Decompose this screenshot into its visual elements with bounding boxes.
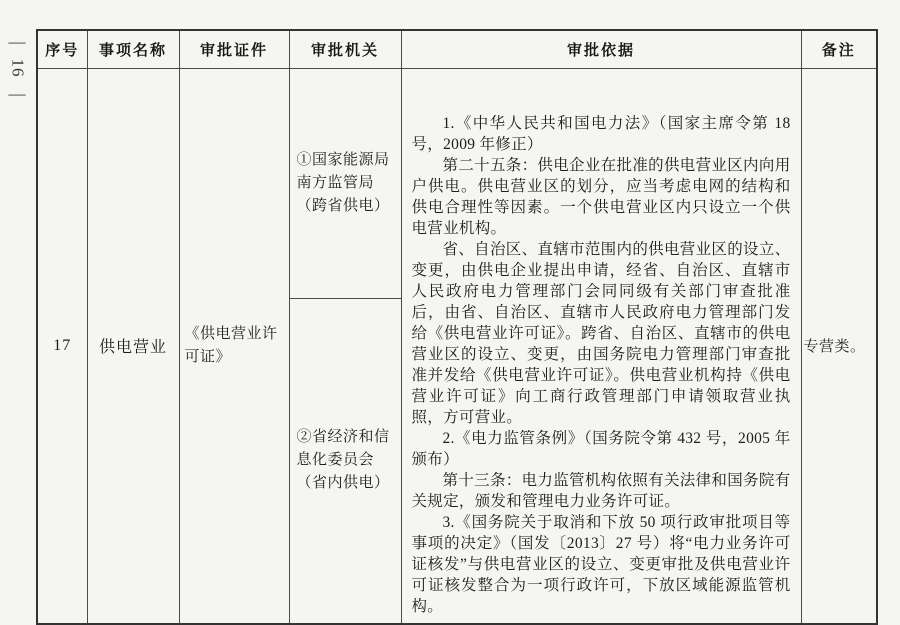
basis-paragraph: 2.《电力监管条例》（国务院令第 432 号，2005 年颁布）: [411, 429, 791, 468]
header-approval-certificate: 审批证件: [179, 30, 289, 68]
header-approval-authority: 审批机关: [289, 30, 401, 68]
approval-items-table: [36, 29, 878, 625]
basis-paragraph: 1.《中华人民共和国电力法》（国家主席令第 18 号，2009 年修正）: [411, 114, 791, 153]
header-approval-basis: 审批依据: [401, 30, 801, 68]
cell-approval-authority-1: ①国家能源局南方监管局（跨省供电）: [289, 68, 401, 298]
cell-serial-number: 17: [37, 68, 87, 624]
page-number-dash-bottom: —: [8, 84, 26, 103]
page-number: [2, 32, 32, 103]
page-number-dash-top: —: [8, 32, 26, 51]
cell-item-name: 供电营业: [87, 68, 179, 624]
header-item-name: 事项名称: [87, 30, 179, 68]
header-serial-number: 序号: [37, 30, 87, 68]
cell-remarks: 专营类。: [801, 68, 877, 624]
basis-paragraph: 第二十五条：供电企业在批准的供电营业区内向用户供电。供电营业区的划分，应当考虑电网的结构和供电合理性等因素。一个供电营业区内只设立一个供电营业机构。: [411, 156, 791, 237]
cell-approval-authority-2: ②省经济和信息化委员会（省内供电）: [289, 298, 401, 624]
basis-paragraph: 3.《国务院关于取消和下放 50 项行政审批项目等事项的决定》（国发〔2013〕27 号）将“电力业务许可证核发”与供电营业区的设立、变更审批及供电营业许可证核发整合为一项行政许可，下放区域能源监管机构。: [411, 513, 791, 615]
page-number-value: 16: [8, 58, 27, 78]
header-remarks: 备注: [801, 30, 877, 68]
basis-paragraph: 第十三条：电力监管机构依照有关法律和国务院有关规定，颁发和管理电力业务许可证。: [411, 471, 791, 510]
table-row: [37, 68, 877, 298]
cell-approval-certificate: 《供电营业许可证》: [179, 68, 289, 624]
header-row: [37, 30, 877, 68]
basis-paragraph: 省、自治区、直辖市范围内的供电营业区的设立、变更，由供电企业提出申请，经省、自治区、直辖市人民政府电力管理部门会同同级有关部门审查批准后，由省、自治区、直辖市人民政府电力管理部门发给《供电营业许可证》。跨省、自治区、直辖市的供电营业区的设立、变更，由国务院电力管理部门审查批准并发给《供电营业许可证》。供电营业机构持《供电营业许可证》向工商行政管理部门申请领取营业执照，方可营业。: [411, 240, 791, 426]
cell-approval-basis: [401, 68, 801, 624]
